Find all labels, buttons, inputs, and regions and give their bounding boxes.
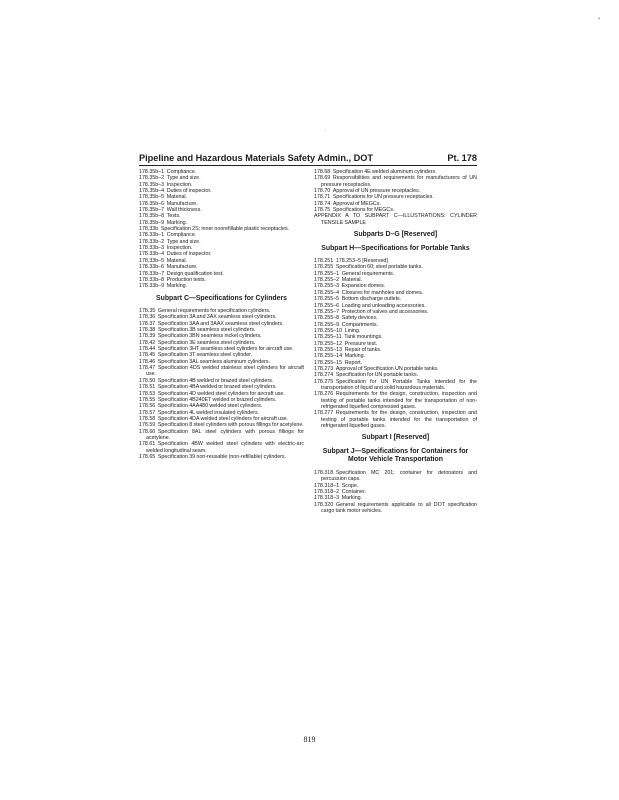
section-number: 178.255–13 [314, 346, 343, 353]
section-number: 178.276 [314, 391, 334, 398]
section-title: Specification 8 steel cylinders with porous fillings for acetylene. [157, 422, 304, 429]
right-column [314, 169, 477, 514]
section-title: Scope. [341, 482, 359, 489]
section-number: 178.50 [139, 377, 156, 384]
section-number: 178.255–8 [314, 315, 340, 322]
section-number: 178.33b–3 [139, 245, 165, 252]
section-number: 178.255–12 [314, 340, 343, 347]
section-number: 178.70 [314, 188, 331, 195]
section-number: 178.33b–2 [139, 238, 165, 245]
section-title: Specification 60; steel portable tanks. [335, 264, 423, 271]
section-number: 178.35b–6 [139, 200, 165, 207]
section-title: Specifications for UN pressure receptacles. [332, 194, 434, 201]
section-title: Container. [341, 488, 366, 495]
section-title: Specification 4BW welded steel cylinders with electric-arc welded longitudinal seam. [146, 441, 304, 454]
section-number: 178.275 [314, 378, 334, 385]
section-number: 178.33b–5 [139, 257, 165, 264]
section-title: Design qualification test. [166, 270, 224, 277]
section-title: Specification for UN Portable Tanks intended for the transportation of liquid and solid hazardous materials. [321, 378, 477, 391]
section-number: 178.35b–3 [139, 181, 165, 188]
section-number: 178.255–10 [314, 327, 343, 334]
section-title: Specification MC 201; container for detonators and percussion caps. [321, 469, 477, 483]
toc-entry [314, 391, 477, 410]
section-number: 178.75 [314, 207, 331, 214]
section-title: Specifications for MEGCs. [332, 207, 395, 214]
running-header [139, 151, 477, 166]
page-number: 819 [303, 735, 316, 744]
section-number: 178.35b–9 [139, 219, 165, 226]
section-number: 178.255–7 [314, 308, 340, 315]
section-title: Duties of inspector. [166, 251, 212, 258]
section-number: 178.57 [139, 409, 156, 416]
subpart-heading: Subpart C—Specifications for Cylinders [156, 294, 287, 302]
section-title: Pressure test. [344, 340, 378, 347]
section-title: Specification 4L welded insulated cylinders. [157, 409, 260, 416]
section-number: 178.71 [314, 194, 331, 201]
section-title: Report. [344, 359, 363, 366]
section-number: 178.33b–6 [139, 264, 165, 271]
section-title: Marking. [166, 283, 188, 290]
toc-entry [314, 470, 477, 483]
section-title: Specification 4DS welded stainless steel cylinders for aircraft use. [146, 365, 304, 378]
section-number: 178.42 [139, 339, 156, 346]
toc-entry [139, 429, 304, 442]
section-title: Manufacture. [166, 264, 198, 271]
section-title: Type and size. [166, 238, 201, 245]
section-title: Responsibilities and requirements for manufacturers of UN pressure receptacles. [321, 175, 477, 188]
subpart-heading: Subparts D–G [Reserved] [353, 231, 438, 239]
section-title: Specification 3HT seamless steel cylinders for aircraft use. [157, 346, 294, 353]
section-title: Marking. [341, 495, 363, 502]
toc-entry [314, 410, 477, 429]
section-title: Specification 3E seamless steel cylinders. [157, 339, 256, 346]
center-dot-mark: · [324, 128, 326, 134]
section-number: 178.318 [314, 469, 334, 476]
section-title: Closures for manholes and domes. [341, 289, 424, 296]
section-title: Specification 4B240ET welded or brazed cylinders. [157, 396, 277, 403]
section-number: 178.251 [314, 258, 334, 265]
subpart-heading: Subpart J—Specifications for Containers for Motor Vehicle Transportation [322, 447, 469, 464]
section-number: 178.255–11 [314, 334, 342, 341]
section-number: 178.46 [139, 358, 156, 365]
section-title: Marking. [344, 353, 366, 360]
section-number: 178.35b–8 [139, 213, 165, 220]
section-title: Specification 4DA welded steel cylinders for aircraft use. [157, 415, 289, 422]
section-title: 178.253–5 [Reserved] [335, 258, 388, 265]
section-title: Requirements for the design, construction, inspection and testing of portable tanks intended for the transportation of non-refrigerated liquefied compressed gases. [321, 391, 477, 410]
toc-entry [139, 283, 304, 289]
subpart-heading: Subpart H—Specifications for Portable Tanks [321, 244, 470, 252]
section-title: Specification 4E welded aluminum cylinders. [332, 169, 437, 175]
toc-entry [314, 175, 477, 188]
corner-mark: › [598, 16, 600, 22]
section-number: 178.273 [314, 365, 334, 372]
section-number: 178.69 [314, 175, 331, 182]
toc-entry [139, 441, 304, 454]
section-title: Specification 4BA welded or brazed steel cylinders. [157, 384, 277, 391]
section-number: 178.44 [139, 346, 156, 353]
section-number: 178.68 [314, 169, 331, 175]
section-title: Safety devices. [341, 315, 378, 322]
section-title: Approval of UN pressure receptacles. [332, 188, 421, 195]
toc-entry [314, 379, 477, 392]
section-title: Specification 2S; inner nonrefillable plastic receptacles. [160, 226, 290, 233]
section-number: 178.37 [139, 320, 156, 327]
section-number: 178.53 [139, 390, 156, 397]
section-number: 178.74 [314, 200, 331, 207]
section-title: Expansion domes. [341, 283, 386, 290]
section-title: Manufacture. [166, 200, 198, 207]
header-part: Pt. 178 [447, 153, 477, 163]
section-title: Specification 39 non-reusable (non-refillable) cylinders. [157, 453, 287, 460]
section-title: Production tests. [166, 276, 207, 283]
section-title: Specification 3T seamless steel cylinder. [157, 352, 253, 359]
section-number: 178.255–14 [314, 353, 343, 360]
section-number: 178.35b–1 [139, 169, 165, 175]
toc-entry [139, 454, 304, 460]
section-number: 178.35 [139, 308, 156, 315]
section-title: Compliance. [166, 232, 197, 239]
section-number: 178.255–9 [314, 321, 340, 328]
section-number: 178.255–4 [314, 289, 340, 296]
section-title: Approval of MEGCs. [332, 200, 381, 207]
section-number: 178.56 [139, 403, 156, 410]
subpart-heading: Subpart I [Reserved] [361, 434, 430, 442]
section-number: 178.61 [139, 441, 156, 448]
section-number: 178.318–3 [314, 495, 340, 502]
section-title: Material. [166, 257, 188, 264]
section-title: Specification 4D welded steel cylinders for aircraft use. [157, 390, 285, 397]
section-number: 178.36 [139, 314, 156, 321]
section-title: Specification 4B welded or brazed steel cylinders. [157, 377, 274, 384]
section-title: Specification 4AA480 welded steel cylinders. [157, 403, 263, 410]
toc-entry [314, 213, 477, 226]
section-title: Specification 3B seamless steel cylinders. [157, 327, 256, 334]
section-title: Compliance. [166, 169, 197, 175]
section-title: Specification 8AL steel cylinders with porous fillings for acetylene. [146, 428, 304, 441]
section-number: 178.39 [139, 333, 156, 340]
section-title: Specification 3AL seamless aluminum cylinders. [157, 358, 271, 365]
section-title: Material. [166, 194, 188, 201]
section-title: Repair of tanks. [344, 346, 382, 353]
section-number: 178.255–3 [314, 283, 340, 290]
section-number: 178.38 [139, 327, 156, 334]
section-title: General requirements for specification cylinders. [157, 308, 271, 315]
section-number: 178.33b–8 [139, 276, 165, 283]
section-number: 178.65 [139, 453, 156, 460]
section-title: Lining. [344, 327, 361, 334]
section-number: 178.255 [314, 264, 334, 271]
section-number: 178.60 [139, 428, 156, 435]
header-title: Pipeline and Hazardous Materials Safety Admin., DOT [139, 153, 373, 163]
section-number: 178.318–2 [314, 488, 340, 495]
toc-entry [139, 365, 304, 378]
section-number: 178.51 [139, 384, 156, 391]
section-title: Tests. [166, 213, 181, 220]
section-number: 178.277 [314, 410, 334, 417]
section-number: 178.35b–2 [139, 175, 165, 182]
section-number: 178.255–1 [314, 270, 340, 277]
toc-entry [314, 502, 477, 515]
section-number: 178.45 [139, 352, 156, 359]
section-title: Specification for UN portable tanks. [335, 372, 419, 379]
section-number: 178.33b–1 [139, 232, 165, 239]
section-number: 178.255–15 [314, 359, 343, 366]
section-number: 178.35b–7 [139, 207, 165, 214]
section-number: 178.58 [139, 415, 156, 422]
section-number: 178.35b–4 [139, 188, 165, 195]
section-title: Specification 3AA and 3AAX seamless steel cylinders. [157, 320, 284, 327]
section-title: Loading and unloading accessories. [341, 302, 426, 309]
section-title: Type and size. [166, 175, 201, 182]
section-title: General requirements. [341, 270, 395, 277]
section-title: Protection of valves and accessories. [341, 308, 429, 315]
section-title: General requirements applicable to all DOT specification cargo tank motor vehicles. [321, 501, 477, 514]
section-title: Tank mountings. [344, 334, 383, 341]
section-number: 178.59 [139, 422, 156, 429]
section-number: 178.320 [314, 501, 334, 508]
section-title: Inspection. [166, 181, 193, 188]
section-number: 178.33b–4 [139, 251, 165, 258]
section-number: 178.33b [139, 226, 159, 233]
section-title: Wall thickness. [166, 207, 202, 214]
section-title: Specification 3BN seamless nickel cylinders. [157, 333, 262, 340]
section-number: 178.318–1 [314, 482, 340, 489]
section-title: Material. [341, 277, 363, 284]
section-number: 178.47 [139, 365, 156, 372]
section-title: Specification 3A and 3AX seamless steel cylinders. [157, 314, 277, 321]
section-number: 178.33b–9 [139, 283, 165, 290]
section-title: Bottom discharge outlets. [341, 296, 402, 303]
section-number: 178.33b–7 [139, 270, 165, 277]
section-number: 178.255–2 [314, 277, 340, 284]
section-number: 178.255–5 [314, 296, 340, 303]
section-title: Compartments. [341, 321, 379, 328]
section-number: 178.55 [139, 396, 156, 403]
section-number: 178.255–6 [314, 302, 340, 309]
section-title: Marking. [166, 219, 188, 226]
section-title: APPENDIX A TO SUBPART C—ILLUSTRATIONS: CYLINDER TENSILE SAMPLE [314, 213, 477, 226]
section-number: 178.274 [314, 372, 334, 379]
section-title: Duties of inspector. [166, 188, 212, 195]
section-title: Requirements for the design, construction, inspection and testing of portable tanks intended for the transportation of refrigerated liquefied gases. [321, 410, 477, 430]
left-column [139, 169, 304, 460]
section-title: Inspection. [166, 245, 193, 252]
section-number: 178.35b–5 [139, 194, 165, 201]
section-title: Approval of Specification UN portable tanks. [335, 365, 439, 372]
